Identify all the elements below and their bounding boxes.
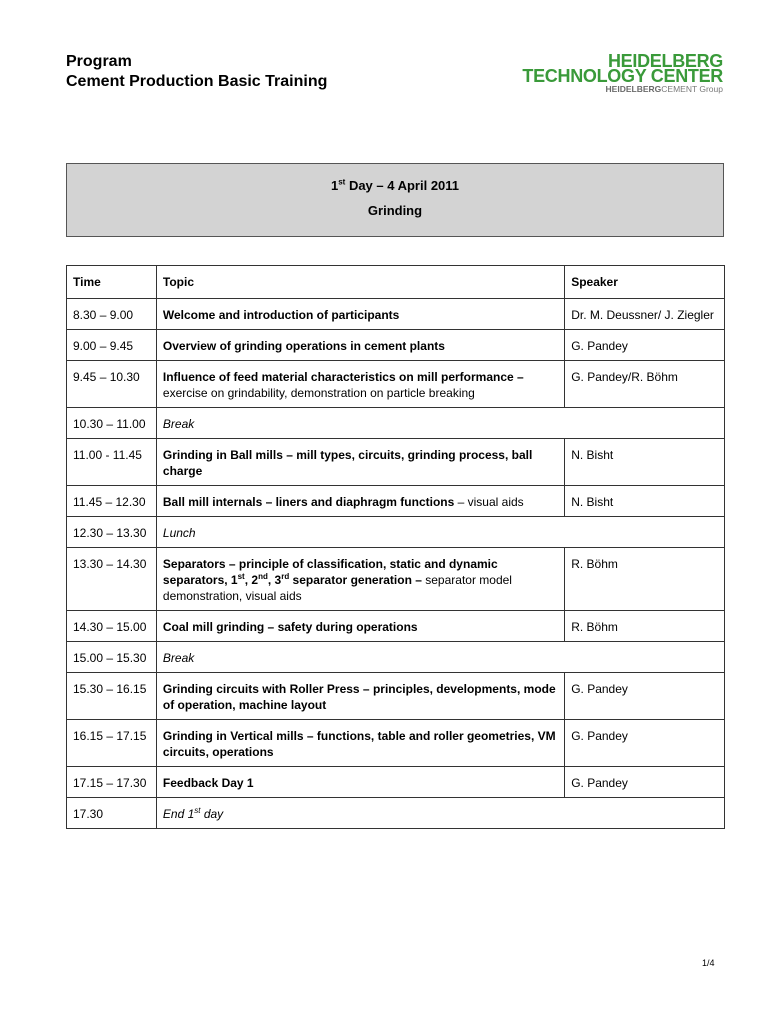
table-row bbox=[67, 798, 725, 829]
day-date bbox=[67, 178, 723, 194]
time-cell: 17.15 – 17.30 bbox=[67, 767, 157, 798]
table-row bbox=[67, 611, 725, 642]
time-cell: 15.00 – 15.30 bbox=[67, 642, 157, 673]
speaker-cell: R. Böhm bbox=[565, 611, 725, 642]
table-row bbox=[67, 330, 725, 361]
speaker-cell: G. Pandey/R. Böhm bbox=[565, 361, 725, 408]
time-cell: 13.30 – 14.30 bbox=[67, 548, 157, 611]
time-cell: 14.30 – 15.00 bbox=[67, 611, 157, 642]
table-row bbox=[67, 486, 725, 517]
table-row bbox=[67, 408, 725, 439]
topic-title: Influence of feed material characteristics on mill performance – bbox=[162, 370, 524, 384]
table-row bbox=[67, 720, 725, 767]
topic-cell: Feedback Day 1 bbox=[156, 767, 564, 798]
speaker-cell: G. Pandey bbox=[565, 767, 725, 798]
topic-title-part: , 3 bbox=[267, 573, 282, 587]
table-row bbox=[67, 548, 725, 611]
logo-group-bold: HEIDELBERG bbox=[605, 84, 662, 94]
time-cell: 8.30 – 9.00 bbox=[67, 299, 157, 330]
topic-cell: Grinding in Vertical mills – functions, table and roller geometries, VM circuits, operations bbox=[156, 720, 564, 767]
time-cell: 16.15 – 17.15 bbox=[67, 720, 157, 767]
time-cell: 10.30 – 11.00 bbox=[67, 408, 157, 439]
speaker-cell: R. Böhm bbox=[565, 548, 725, 611]
topic-cell: Grinding circuits with Roller Press – principles, developments, mode of operation, machine layout bbox=[156, 673, 564, 720]
topic-title-part: Separators – principle of classification, static and dynamic separators, 1 bbox=[162, 557, 498, 587]
schedule-table bbox=[66, 265, 725, 829]
table-row bbox=[67, 642, 725, 673]
break-cell: Break bbox=[156, 408, 724, 439]
time-cell: 12.30 – 13.30 bbox=[67, 517, 157, 548]
topic-detail: exercise on grindability, demonstration on particle breaking bbox=[162, 386, 475, 400]
time-cell: 11.00 - 11.45 bbox=[67, 439, 157, 486]
speaker-cell: G. Pandey bbox=[565, 330, 725, 361]
time-cell: 11.45 – 12.30 bbox=[67, 486, 157, 517]
speaker-cell: G. Pandey bbox=[565, 673, 725, 720]
break-cell: Break bbox=[156, 642, 724, 673]
end-text-rest: day bbox=[200, 807, 224, 821]
heidelberg-logo bbox=[522, 51, 723, 95]
speaker-cell: G. Pandey bbox=[565, 720, 725, 767]
lunch-cell: Lunch bbox=[156, 517, 724, 548]
title-line-program: Program bbox=[66, 53, 132, 70]
table-header-row bbox=[67, 266, 725, 299]
ordinal-sup: st bbox=[237, 572, 245, 581]
speaker-cell: Dr. M. Deussner/ J. Ziegler bbox=[565, 299, 725, 330]
column-header-time: Time bbox=[67, 266, 157, 299]
topic-cell: Grinding in Ball mills – mill types, circuits, grinding process, ball charge bbox=[156, 439, 564, 486]
time-cell: 17.30 bbox=[67, 798, 157, 829]
logo-line-technology-center: TECHNOLOGY CENTER bbox=[522, 66, 723, 86]
logo-group-rest: CEMENT Group bbox=[661, 84, 723, 94]
table-row bbox=[67, 361, 725, 408]
day-date-text: Day – 4 April 2011 bbox=[345, 178, 460, 193]
topic-title: Ball mill internals – liners and diaphragm functions bbox=[162, 495, 455, 509]
table-row bbox=[67, 299, 725, 330]
topic-detail: separator model demonstration, visual aids bbox=[162, 573, 512, 603]
title-line-course: Cement Production Basic Training bbox=[66, 73, 328, 90]
end-text: End 1 bbox=[162, 807, 195, 821]
topic-title-part: separator generation – bbox=[289, 573, 422, 587]
time-cell: 9.45 – 10.30 bbox=[67, 361, 157, 408]
table-row bbox=[67, 767, 725, 798]
topic-detail: – visual aids bbox=[454, 495, 524, 509]
speaker-cell: N. Bisht bbox=[565, 486, 725, 517]
topic-cell: Coal mill grinding – safety during operations bbox=[156, 611, 564, 642]
topic-cell: Welcome and introduction of participants bbox=[156, 299, 564, 330]
table-row bbox=[67, 517, 725, 548]
topic-cell: Overview of grinding operations in cement plants bbox=[156, 330, 564, 361]
logo-line-heidelberg: HEIDELBERG bbox=[607, 51, 723, 71]
topic-cell bbox=[156, 486, 564, 517]
ordinal-sup: rd bbox=[281, 572, 290, 581]
speaker-cell: N. Bisht bbox=[565, 439, 725, 486]
time-cell: 9.00 – 9.45 bbox=[67, 330, 157, 361]
topic-cell bbox=[156, 361, 564, 408]
day-header-box bbox=[66, 163, 724, 237]
time-cell: 15.30 – 16.15 bbox=[67, 673, 157, 720]
table-row bbox=[67, 673, 725, 720]
table-row bbox=[67, 439, 725, 486]
day-subject: Grinding bbox=[367, 203, 423, 218]
ordinal-sup: st bbox=[194, 806, 201, 815]
column-header-topic: Topic bbox=[156, 266, 564, 299]
topic-title-part: , 2 bbox=[244, 573, 259, 587]
ordinal-sup: nd bbox=[258, 572, 268, 581]
document-title bbox=[66, 52, 327, 92]
end-cell bbox=[156, 798, 724, 829]
day-number: 1 bbox=[330, 178, 339, 193]
day-ordinal: st bbox=[338, 177, 346, 187]
page-number: 1/4 bbox=[702, 958, 715, 968]
topic-cell bbox=[156, 548, 564, 611]
column-header-speaker: Speaker bbox=[565, 266, 725, 299]
